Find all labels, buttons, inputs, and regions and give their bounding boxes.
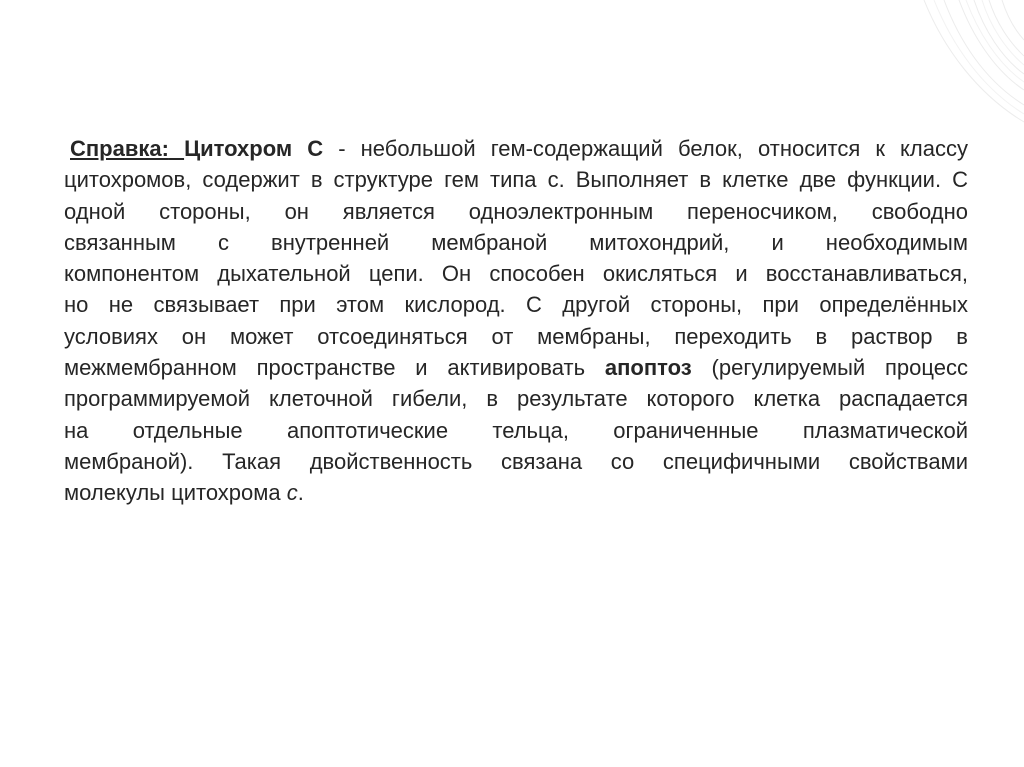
paragraph-line-7: условиях он может отсоединяться от мембраны, переходить в раствор в bbox=[64, 323, 968, 349]
paragraph-line-10: на отдельные апоптотические тельца, ограниченные плазматической bbox=[64, 417, 968, 443]
line-1-text: - небольшой гем-содержащий белок, относится к классу bbox=[323, 136, 968, 161]
term-cytochrome-c: Цитохром С bbox=[184, 136, 324, 161]
paragraph-line-2: цитохромов, содержит в структуре гем типа с. Выполняет в клетке две функции. С bbox=[64, 167, 968, 193]
reference-label: Справка: bbox=[70, 136, 169, 161]
paragraph-line-12 bbox=[64, 477, 968, 508]
paragraph-line-9: программируемой клеточной гибели, в результате которого клетка распадается bbox=[64, 386, 968, 412]
line-8-after: (регулируемый процесс bbox=[691, 355, 968, 381]
paragraph-line-4: связанным с внутренней мембраной митохондрий, и необходимым bbox=[64, 229, 968, 255]
paragraph-line-1 bbox=[64, 133, 968, 164]
paragraph-line-6: но не связывает при этом кислород. С другой стороны, при определённых bbox=[64, 292, 968, 318]
term-apoptosis: апоптоз bbox=[604, 355, 692, 381]
paragraph-line-8 bbox=[64, 352, 968, 383]
reference-paragraph bbox=[64, 133, 968, 509]
paragraph-line-11: мембраной). Такая двойственность связана со специфичными свойствами bbox=[64, 448, 968, 474]
last-line-italic: с bbox=[286, 480, 298, 506]
last-line-after: . bbox=[297, 480, 304, 506]
corner-decoration bbox=[794, 0, 1024, 130]
last-line-before: молекулы цитохрома bbox=[64, 480, 287, 506]
paragraph-line-5: компонентом дыхательной цепи. Он способен окисляться и восстанавливаться, bbox=[64, 261, 968, 287]
paragraph-line-3: одной стороны, он является одноэлектронным переносчиком, свободно bbox=[64, 198, 968, 224]
line-8-before: межмембранном пространстве и активировать bbox=[64, 355, 605, 381]
